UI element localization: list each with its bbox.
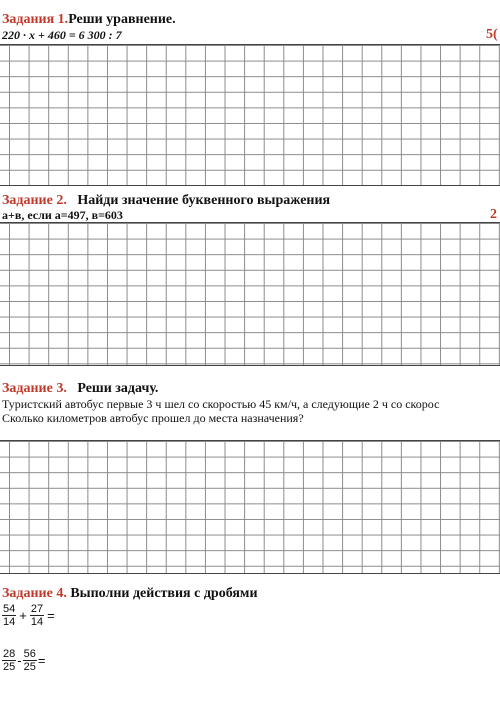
task3-label: Задание 3. (2, 381, 67, 396)
task2-label: Задание 2. (2, 193, 67, 208)
numerator: 28 (3, 648, 16, 660)
fraction (2, 603, 16, 628)
fraction (30, 603, 44, 628)
numerator: 27 (30, 603, 44, 615)
task1-label: Задания 1. (2, 12, 69, 27)
task2-corner-mark: 2 (490, 207, 497, 222)
task2-condition: а+в, если а=497, в=603 (2, 208, 123, 222)
task4-label: Задание 4. (2, 586, 67, 601)
equals-sign: = (37, 653, 46, 668)
equals-sign: = (47, 608, 55, 623)
fraction (2, 648, 16, 673)
task4-heading (2, 586, 258, 602)
task1-equation: 220 · x + 460 = 6 300 : 7 (2, 28, 122, 42)
task3-text-line1: Туристский автобус первые 3 ч шел со скоростью 45 км/ч, а следующие 2 ч со скорос (2, 397, 440, 411)
task1-title: Реши уравнение. (68, 12, 176, 27)
denominator: 25 (3, 661, 16, 673)
task4-title: Выполни действия с дробями (70, 586, 258, 601)
task3-answer-grid[interactable] (0, 440, 500, 574)
task2-title: Найди значение буквенного выражения (77, 193, 331, 208)
denominator: 14 (3, 616, 16, 628)
numerator: 54 (3, 603, 16, 615)
task2-answer-grid[interactable] (0, 222, 500, 366)
task1-answer-grid[interactable] (0, 44, 500, 186)
task1-heading (2, 12, 176, 28)
fraction (23, 648, 37, 673)
minus-operator: - (17, 653, 22, 668)
task3-text-line2: Сколько километров автобус прошел до места назначения? (2, 411, 304, 425)
task2-heading (2, 193, 330, 209)
task4-expression-1 (2, 603, 58, 628)
plus-operator: + (19, 608, 27, 623)
denominator: 14 (30, 616, 44, 628)
denominator: 25 (23, 661, 36, 673)
task1-corner-mark: 5( (486, 27, 498, 42)
task4-expression-2 (2, 648, 46, 673)
task3-heading (2, 381, 158, 397)
numerator: 56 (23, 648, 36, 660)
task3-title: Реши задачу. (77, 381, 159, 396)
